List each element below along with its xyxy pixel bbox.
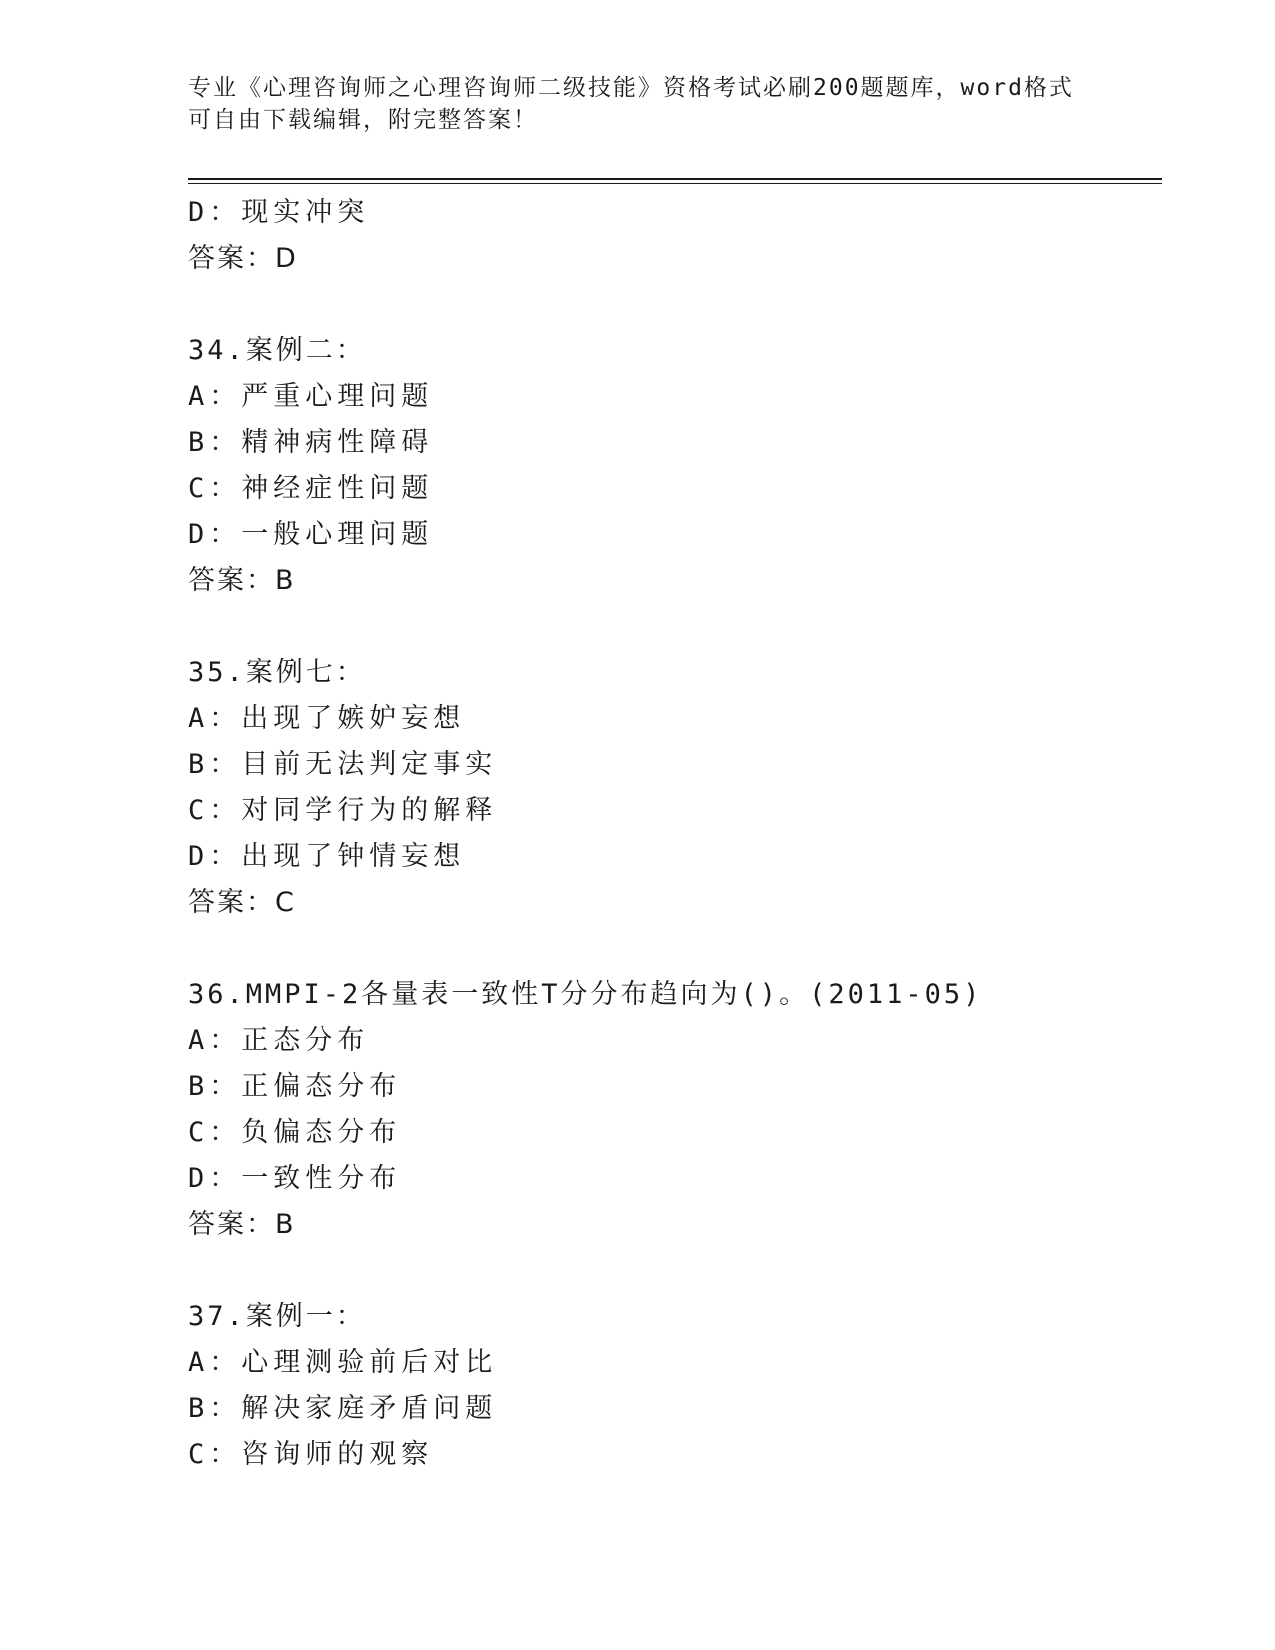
option-a: A：正态分布 <box>188 1025 370 1056</box>
spacer <box>188 604 1162 650</box>
spacer <box>188 1248 1162 1294</box>
option-c: C：咨询师的观察 <box>188 1439 434 1470</box>
question-stem: 34.案例二： <box>188 335 366 366</box>
header-divider-thin <box>188 183 1162 184</box>
header-divider-thick <box>188 178 1162 180</box>
header-line-1: 专业《心理咨询师之心理咨询师二级技能》资格考试必刷200题题库，word格式 <box>188 75 1074 101</box>
header-line-2: 可自由下载编辑，附完整答案！ <box>188 107 538 133</box>
option-b: B：目前无法判定事实 <box>188 749 498 780</box>
option-d: D：出现了钟情妄想 <box>188 841 466 872</box>
option-a: A：心理测验前后对比 <box>188 1347 498 1378</box>
option-c: C：对同学行为的解释 <box>188 795 498 826</box>
answer-line: 答案：D <box>188 243 298 274</box>
option-a: A：严重心理问题 <box>188 381 434 412</box>
document-body <box>188 190 1162 1478</box>
option-a: A：出现了嫉妒妄想 <box>188 703 466 734</box>
option-d: D：现实冲突 <box>188 197 370 228</box>
question-stem: 37.案例一： <box>188 1301 366 1332</box>
option-c: C：神经症性问题 <box>188 473 434 504</box>
option-b: B：解决家庭矛盾问题 <box>188 1393 498 1424</box>
spacer <box>188 926 1162 972</box>
option-b: B：精神病性障碍 <box>188 427 434 458</box>
answer-line: 答案：B <box>188 565 296 596</box>
question-stem: 36.MMPI-2各量表一致性T分分布趋向为()。(2011-05) <box>188 979 983 1010</box>
option-d: D：一致性分布 <box>188 1163 402 1194</box>
document-header <box>188 72 1088 136</box>
spacer <box>188 282 1162 328</box>
option-b: B：正偏态分布 <box>188 1071 402 1102</box>
answer-line: 答案：C <box>188 887 296 918</box>
answer-line: 答案：B <box>188 1209 296 1240</box>
option-d: D：一般心理问题 <box>188 519 434 550</box>
option-c: C：负偏态分布 <box>188 1117 402 1148</box>
question-stem: 35.案例七： <box>188 657 366 688</box>
